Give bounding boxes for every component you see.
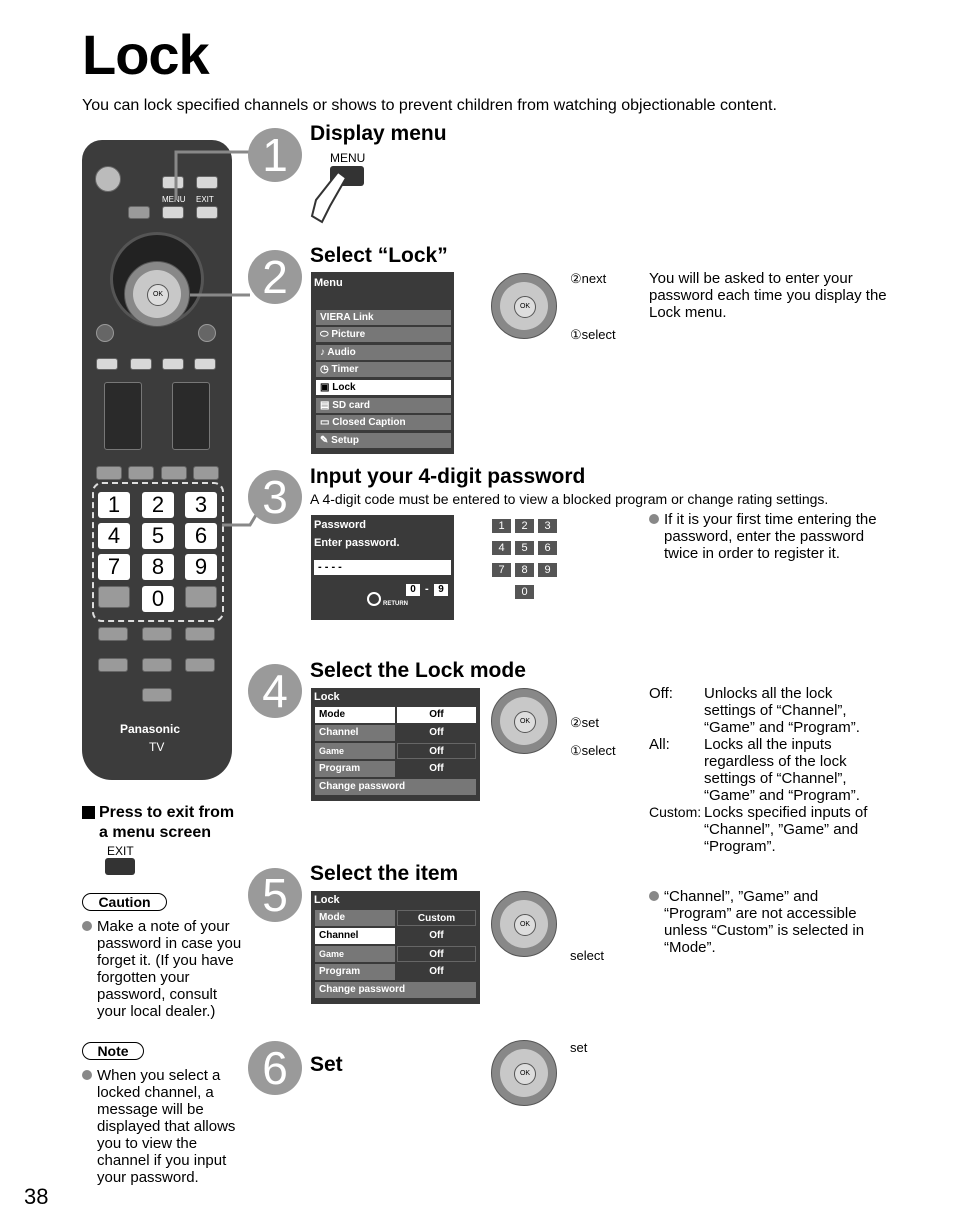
- menu-item-timer[interactable]: [316, 362, 451, 377]
- step-3-subtext: A 4-digit code must be entered to view a blocked program or change rating settings.: [310, 491, 829, 507]
- menu-item-timer-label: Timer: [331, 364, 359, 375]
- step-1-heading: Display menu: [310, 122, 447, 145]
- step-3-number: 3: [248, 470, 302, 524]
- custom-term: Custom:: [649, 804, 702, 820]
- wrench-icon: ✎: [320, 435, 332, 446]
- menu-title: Menu: [314, 277, 343, 289]
- lock-menu-title: Lock: [314, 691, 340, 703]
- lock-row-change-password[interactable]: Change password: [315, 779, 476, 795]
- exit-label: EXIT: [196, 195, 214, 204]
- key-7: 7: [492, 563, 511, 577]
- step-5-note: [649, 888, 889, 956]
- item-row-mode[interactable]: [315, 910, 476, 926]
- bullet-icon: [82, 1070, 92, 1080]
- password-panel: [311, 515, 454, 620]
- menu-item-closed-caption[interactable]: [316, 415, 451, 430]
- step-6-heading: Set: [310, 1053, 343, 1076]
- key-5: 5: [515, 541, 534, 555]
- menu-item-sd-card-label: SD card: [332, 400, 371, 411]
- bullet-icon: [649, 514, 659, 524]
- key-6: 6: [538, 541, 557, 555]
- lock-row-program-value: Off: [429, 763, 444, 774]
- item-row-channel-value: Off: [429, 930, 444, 941]
- digit-8[interactable]: 8: [142, 554, 174, 580]
- cc-icon: ▭: [320, 417, 333, 428]
- item-row-channel-label: Channel: [315, 928, 395, 944]
- off-term: Off:: [649, 685, 673, 702]
- digit-3[interactable]: 3: [185, 492, 217, 518]
- item-row-program[interactable]: [315, 964, 476, 980]
- off-definition: Unlocks all the lock settings of “Channel”, “Game” and “Program”.: [704, 685, 860, 736]
- bullet-icon: [649, 891, 659, 901]
- note-text-block: [82, 1067, 247, 1186]
- step-2-select-label: ①select: [570, 327, 616, 342]
- page-number: 38: [24, 1184, 49, 1209]
- clock-icon: ◷: [320, 364, 332, 375]
- step-6-dpad: [491, 1040, 557, 1106]
- music-note-icon: ♪: [320, 347, 328, 358]
- digit-7[interactable]: 7: [98, 554, 130, 580]
- range-start-key: 0: [406, 584, 420, 596]
- menu-connector-line: [176, 152, 250, 200]
- step-4-heading: Select the Lock mode: [310, 659, 526, 682]
- bullet-icon: [82, 921, 92, 931]
- menu-button-label: MENU: [330, 151, 366, 165]
- lock-row-channel-label: Channel: [315, 725, 395, 741]
- step-5-heading: Select the item: [310, 862, 459, 885]
- picture-icon: ⬭: [320, 329, 332, 340]
- lock-item-panel: [311, 891, 480, 1004]
- return-label: RETURN: [383, 601, 408, 607]
- lock-icon: ▣: [320, 382, 333, 393]
- menu-item-setup-label: Setup: [331, 435, 359, 446]
- custom-definition: Locks specified inputs of “Channel”, ”Game” and “Program”.: [704, 804, 868, 855]
- lock-row-program-label: Program: [315, 761, 395, 777]
- lock-row-mode-label: Mode: [315, 707, 395, 723]
- key-9: 9: [538, 563, 557, 577]
- password-title: Password: [314, 519, 366, 531]
- step-5-dpad: [491, 891, 557, 957]
- item-row-change-password[interactable]: Change password: [315, 982, 476, 998]
- step-5-note-text: “Channel”, ”Game” and “Program” are not accessible unless “Custom” is selected in “Mode”.: [664, 888, 865, 956]
- item-row-mode-value: Custom: [397, 910, 476, 926]
- key-1: 1: [492, 519, 511, 533]
- menu-item-viera-link[interactable]: VIERA Link: [316, 310, 451, 325]
- item-row-program-value: Off: [429, 966, 444, 977]
- sd-card-icon: ▤: [320, 400, 333, 411]
- password-prompt: Enter password.: [314, 537, 400, 549]
- item-row-program-label: Program: [315, 964, 395, 980]
- step-2-heading: Select “Lock”: [310, 244, 448, 267]
- digit-2[interactable]: 2: [142, 492, 174, 518]
- step-4-select-label: ①select: [570, 743, 616, 758]
- digit-9[interactable]: 9: [185, 554, 217, 580]
- item-row-mode-label: Mode: [315, 910, 395, 926]
- all-term: All:: [649, 736, 670, 753]
- note-label: Note: [82, 1042, 144, 1060]
- all-definition: Locks all the inputs regardless of the lock settings of “Channel”, “Game” and “Program”.: [704, 736, 860, 804]
- step-1-number: 1: [248, 128, 302, 182]
- step-2-number: 2: [248, 250, 302, 304]
- lock-row-mode[interactable]: [315, 707, 476, 723]
- step-3-note: [649, 511, 889, 562]
- lock-row-mode-value[interactable]: Off: [397, 707, 476, 723]
- step-6-set-label: set: [570, 1040, 588, 1055]
- menu-item-lock[interactable]: [316, 380, 451, 395]
- item-row-game-label: Game: [315, 946, 395, 962]
- menu-item-picture-label: Picture: [331, 329, 366, 340]
- remote-tv-label: TV: [149, 740, 165, 754]
- lock-row-game-value: Off: [397, 743, 476, 759]
- exit-heading-line-2: a menu screen: [99, 824, 212, 841]
- step-5-number: 5: [248, 868, 302, 922]
- lock-menu-title: Lock: [314, 894, 340, 906]
- menu-item-setup[interactable]: [316, 433, 451, 448]
- step-2-next-label: ②next: [570, 271, 607, 286]
- step-6-number: 6: [248, 1041, 302, 1095]
- range-dash: -: [425, 583, 429, 595]
- key-8: 8: [515, 563, 534, 577]
- step-4-number: 4: [248, 664, 302, 718]
- menu-item-audio[interactable]: [316, 345, 451, 360]
- key-3: 3: [538, 519, 557, 533]
- caution-text: Make a note of your password in case you forget it. (If you have forgotten your password, consult your local dealer.): [97, 918, 242, 1020]
- key-0: 0: [515, 585, 534, 599]
- step-4-dpad: [491, 688, 557, 754]
- ok-label: OK: [514, 1063, 536, 1085]
- ok-label: OK: [514, 914, 536, 936]
- keypad-graphic: [492, 516, 572, 600]
- return-dpad-icon: [367, 592, 381, 606]
- lock-row-program[interactable]: [315, 761, 476, 777]
- ok-label: OK: [514, 296, 536, 318]
- step-2-dpad: [491, 273, 557, 339]
- lock-mode-definitions: [649, 685, 899, 855]
- menu-item-audio-label: Audio: [327, 347, 356, 358]
- page-title: Lock: [82, 23, 209, 86]
- item-row-game[interactable]: [315, 946, 476, 962]
- menu-item-picture[interactable]: [316, 327, 451, 342]
- step-3-heading: Input your 4-digit password: [310, 465, 586, 488]
- digit-0[interactable]: 0: [142, 586, 174, 612]
- note-text: When you select a locked channel, a message will be displayed that allows you to view the channel if you input your password.: [97, 1067, 236, 1186]
- ok-label: OK: [514, 711, 536, 733]
- exit-heading-line-1: Press to exit from: [99, 804, 235, 821]
- range-end-key: 9: [434, 584, 448, 596]
- main-menu-panel: [311, 272, 454, 454]
- digit-4[interactable]: 4: [98, 523, 130, 549]
- pointing-hand-icon: [308, 170, 352, 230]
- key-2: 2: [515, 519, 534, 533]
- step-3-note-text: If it is your first time entering the password, enter the password twice in order to register it.: [664, 511, 877, 562]
- digit-6[interactable]: 6: [185, 523, 217, 549]
- remote-brand: Panasonic: [120, 722, 181, 736]
- step-4-set-label: ②set: [570, 715, 599, 730]
- digit-1[interactable]: 1: [98, 492, 130, 518]
- menu-item-closed-caption-label: Closed Caption: [332, 417, 406, 428]
- exit-bullet: [82, 806, 95, 819]
- lock-row-channel[interactable]: [315, 725, 476, 741]
- digit-5[interactable]: 5: [142, 523, 174, 549]
- intro-text: You can lock specified channels or shows to prevent children from watching objectionable content.: [82, 97, 777, 114]
- exit-button-label: EXIT: [107, 844, 134, 858]
- item-row-channel[interactable]: [315, 928, 476, 944]
- lock-mode-panel: [311, 688, 480, 801]
- step-2-note: You will be asked to enter your password each time you display the Lock menu.: [649, 270, 887, 321]
- password-input[interactable]: - - - -: [314, 560, 451, 575]
- lock-row-game[interactable]: [315, 743, 476, 759]
- ok-button[interactable]: OK: [147, 284, 169, 306]
- key-4: 4: [492, 541, 511, 555]
- step-5-select-label: select: [570, 948, 604, 963]
- menu-item-lock-label: Lock: [332, 382, 356, 393]
- menu-label: MENU: [162, 195, 186, 204]
- caution-label: Caution: [82, 893, 167, 911]
- exit-button-graphic[interactable]: [105, 858, 135, 875]
- lock-row-channel-value: Off: [429, 727, 444, 738]
- item-row-game-value: Off: [397, 946, 476, 962]
- caution-text-block: [82, 918, 247, 1020]
- menu-item-sd-card[interactable]: [316, 398, 451, 413]
- lock-row-game-label: Game: [315, 743, 395, 759]
